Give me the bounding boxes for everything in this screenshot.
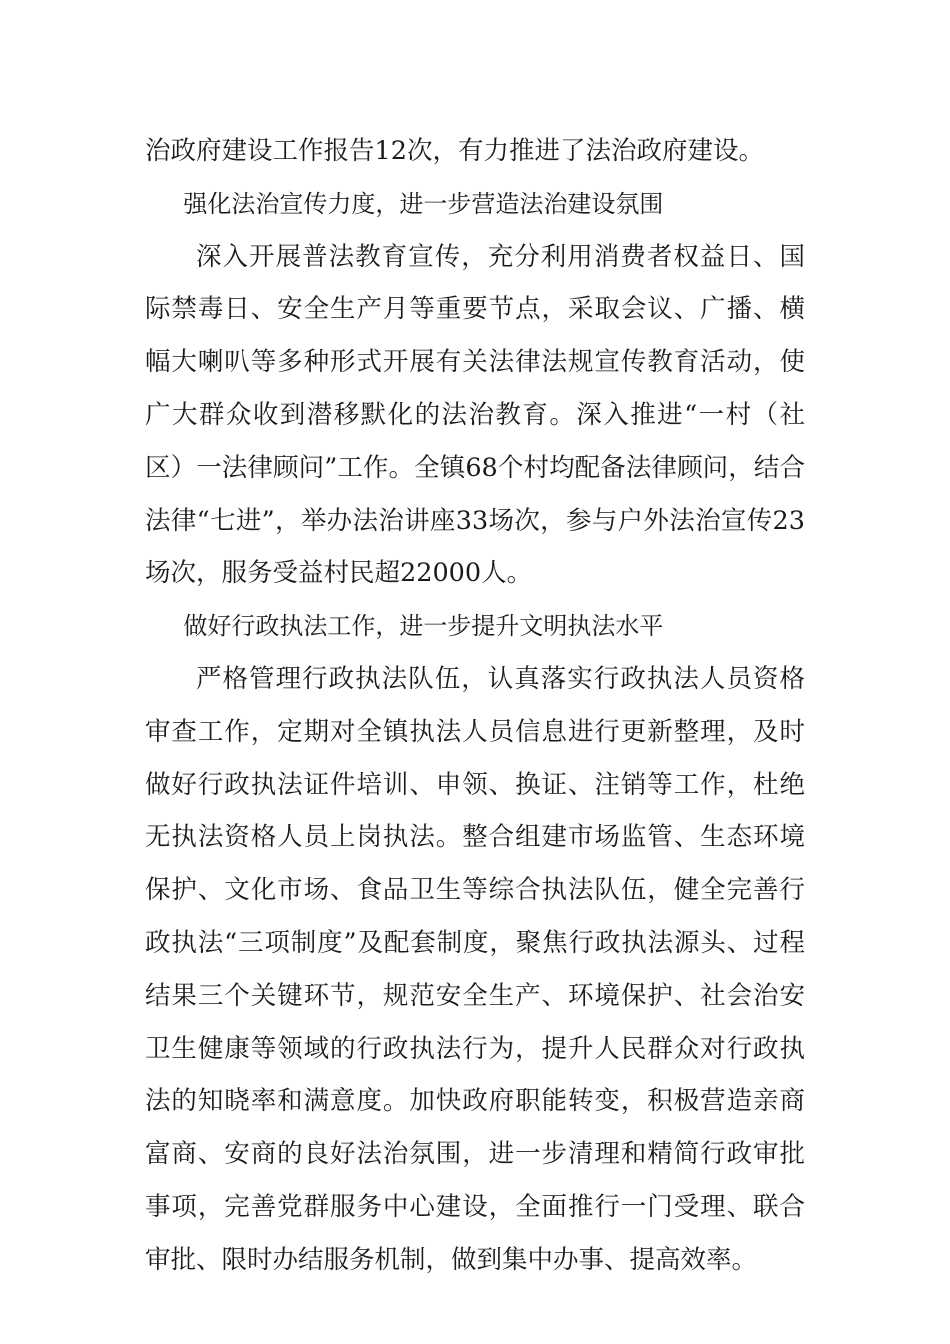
section-heading-legal-publicity: 强化法治宣传力度，进一步营造法治建设氛围: [183, 189, 664, 218]
paragraph-law-enforcement: 严格管理行政执法队伍，认真落实行政执法人员资格审查工作，定期对全镇执法人员信息进行更新整理，及时做好行政执法证件培训、申领、换证、注销等工作，杜绝无执法资格人员上岗执法。整合组建市场监管、生态环境保护、文化市场、食品卫生等综合执法队伍，健全完善行政执法“三项制度”及配套制度，聚焦行政执法源头、过程结果三个关键环节，规范安全生产、环境保护、社会治安卫生健康等领域的行政执法行为，提升人民群众对行政执法的知晓率和满意度。加快政府职能转变，积极营造亲商富商、安商的良好法治氛围，进一步清理和精简行政审批事项，完善党群服务中心建设，全面推行一门受理、联合审批、限时办结服务机制，做到集中办事、提高效率。: [145, 663, 805, 1275]
document-body: [145, 125, 805, 1287]
paragraph-legal-publicity: 深入开展普法教育宣传，充分利用消费者权益日、国际禁毒日、安全生产月等重要节点，采取会议、广播、横幅大喇叭等多种形式开展有关法律法规宣传教育活动，使广大群众收到潜移默化的法治教育。深入推进“一村（社区）一法律顾问”工作。全镇68个村均配备法律顾问，结合法律“七进”，举办法治讲座33场次，参与户外法治宣传23场次，服务受益村民超22000人。: [145, 241, 805, 589]
section-heading-law-enforcement: 做好行政执法工作，进一步提升文明执法水平: [183, 612, 664, 641]
paragraph-continued: 治政府建设工作报告12次，有力推进了法治政府建设。: [145, 136, 764, 166]
